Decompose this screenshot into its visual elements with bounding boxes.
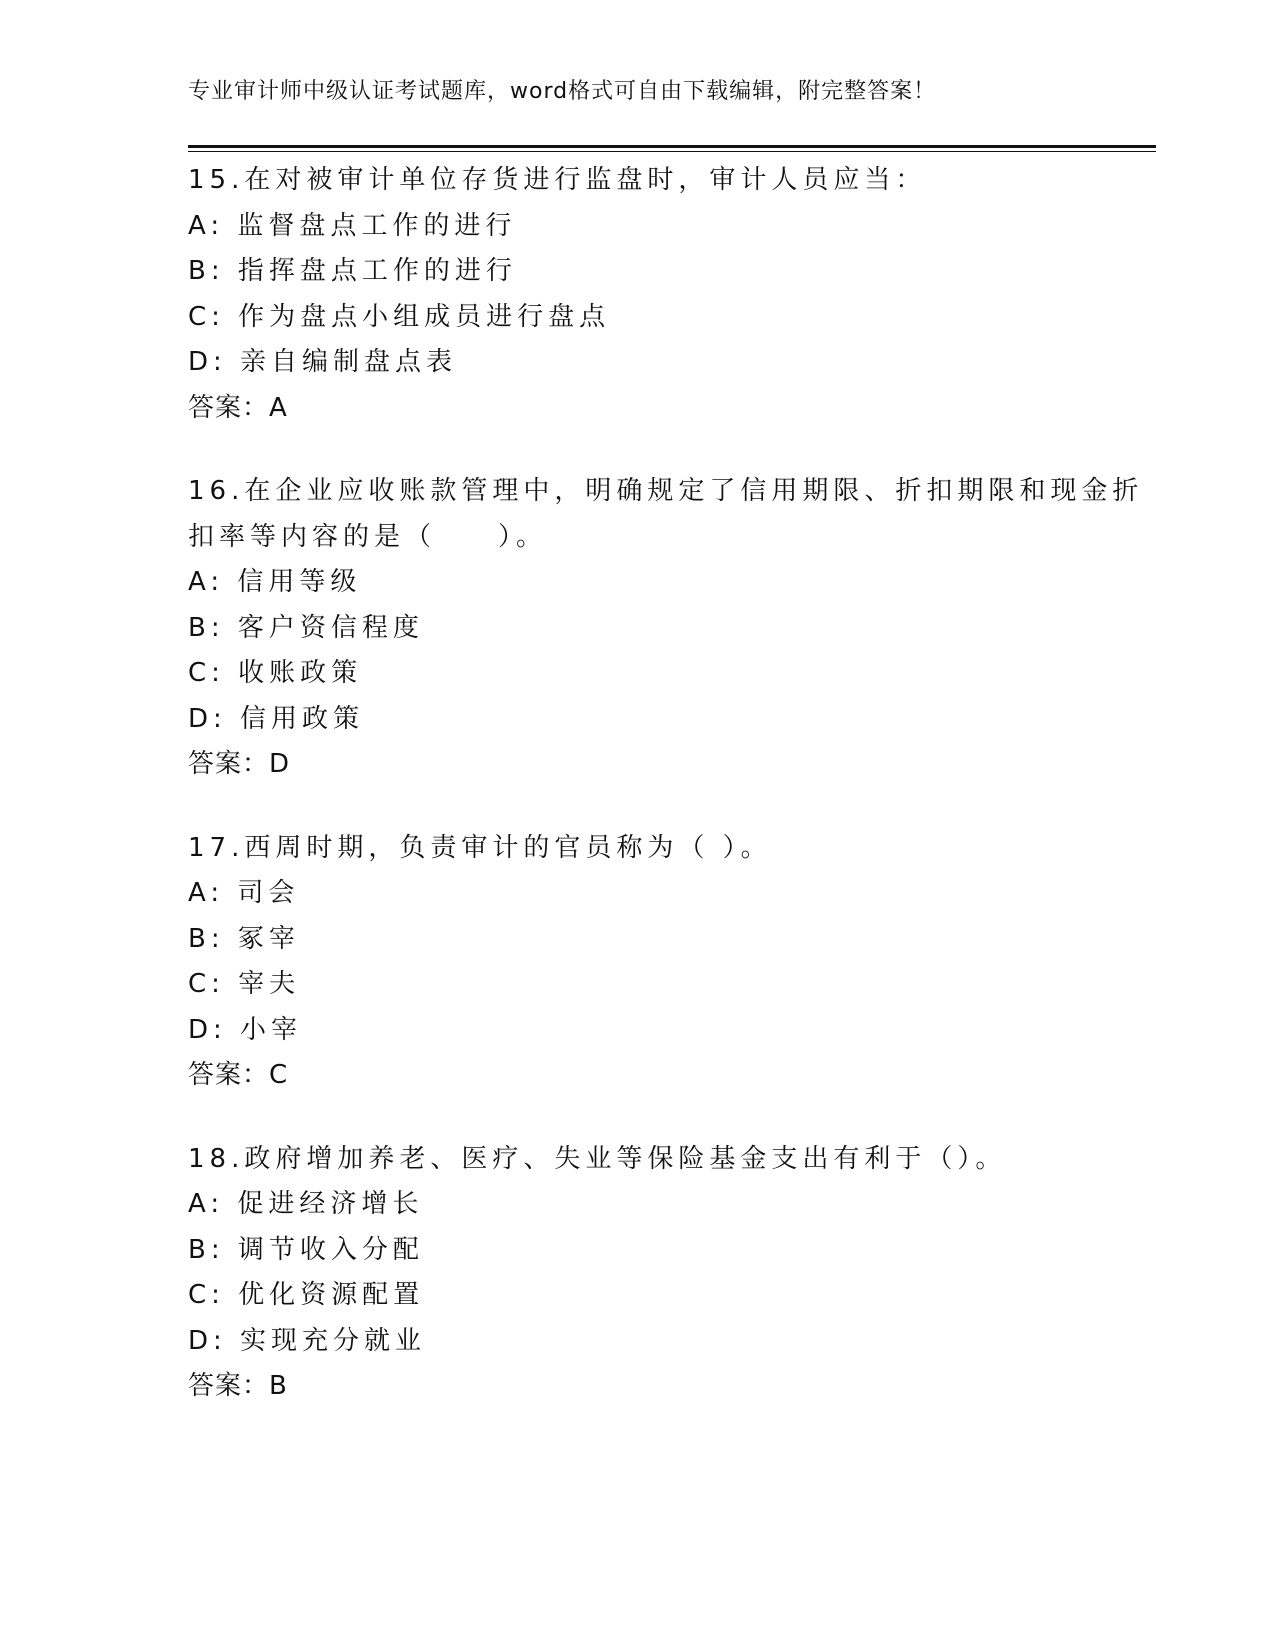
question-list [188,158,1144,1448]
option-d: D: 亲自编制盘点表 [188,347,458,377]
option-b: B: 调节收入分配 [188,1234,424,1265]
option-d: D: 小宰 [188,1014,303,1045]
option-a: A: 信用等级 [188,567,362,597]
option-b: B: 指挥盘点工作的进行 [188,256,517,286]
question-stem-continued: 扣率等内容的是（ ）。 [188,521,548,552]
option-c: C: 宰夫 [188,969,301,999]
question-stem: 15.在对被审计单位存货进行监盘时，审计人员应当： [188,165,927,195]
question-16 [188,469,1144,788]
option-a: A: 司会 [188,878,300,908]
answer: 答案：A [188,392,288,423]
header-rule-thin [188,151,1156,152]
header-rule-thick [188,145,1156,148]
option-a: A: 促进经济增长 [188,1189,424,1219]
option-b: B: 客户资信程度 [188,612,424,643]
question-15 [188,158,1088,431]
answer: 答案：B [188,1371,288,1401]
option-b: B: 冢宰 [188,923,300,954]
page-header: 专业审计师中级认证考试题库，word格式可自由下载编辑，附完整答案！ [188,79,937,104]
question-18 [188,1137,1088,1410]
question-stem: 16.在企业应收账款管理中，明确规定了信用期限、折扣期限和现金折 [188,476,1144,506]
question-stem: 18.政府增加养老、医疗、失业等保险基金支出有利于（）。 [188,1143,1007,1174]
option-c: C: 作为盘点小组成员进行盘点 [188,301,611,332]
option-d: D: 信用政策 [188,703,365,734]
option-a: A: 监督盘点工作的进行 [188,210,517,241]
option-c: C: 收账政策 [188,658,363,688]
answer: 答案：C [188,1060,289,1090]
question-stem: 17.西周时期，负责审计的官员称为（ ）。 [188,832,772,863]
question-17 [188,826,1088,1099]
option-d: D: 实现充分就业 [188,1325,427,1356]
option-c: C: 优化资源配置 [188,1280,425,1310]
answer: 答案：D [188,749,291,779]
